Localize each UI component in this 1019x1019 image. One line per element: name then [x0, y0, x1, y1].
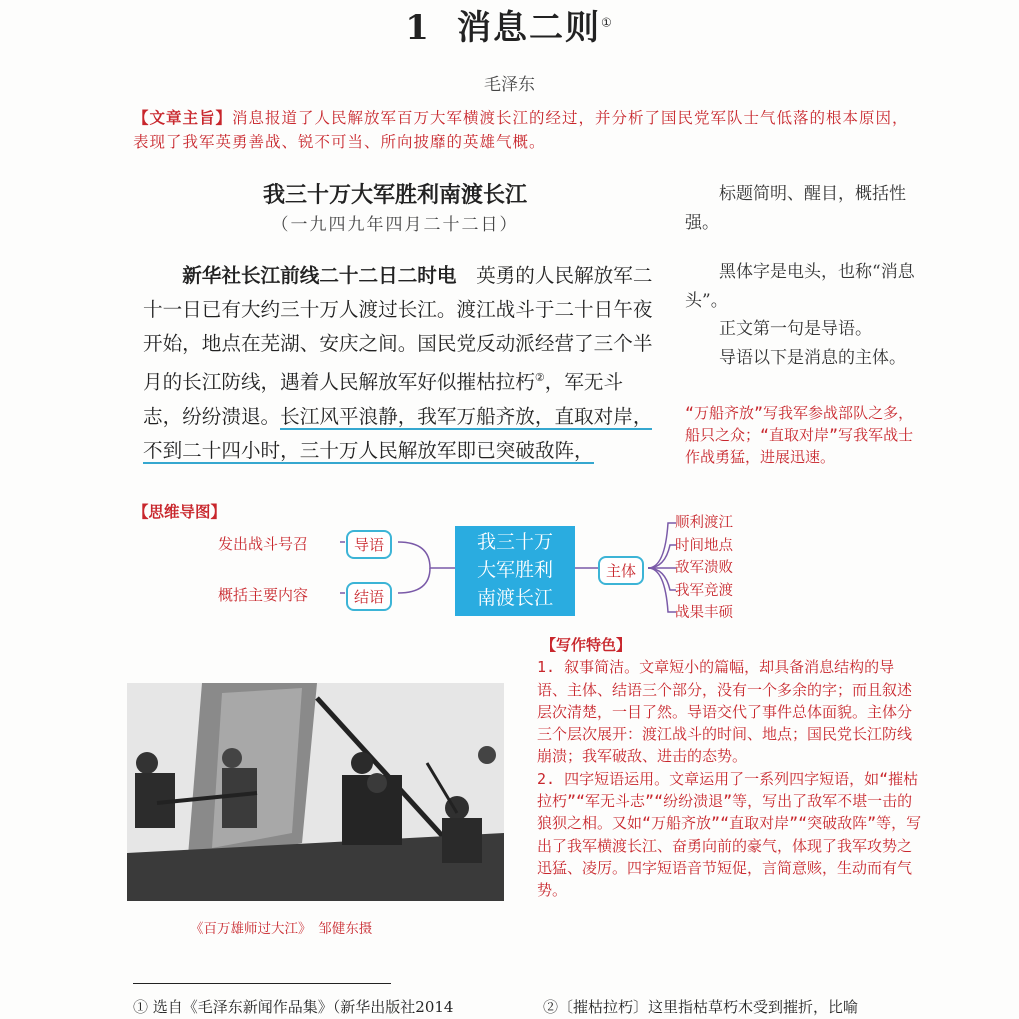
- news-body-a: 英勇的人民解放军二十一日已有大约三十万人渡过长江。渡江战斗于二十日午夜开始，地点在芜湖、安庆之间。国民党反动派经营了三个半月的长江防线，遇着人民解放军好似摧枯拉朽: [143, 264, 653, 394]
- side-note-body: 导语以下是消息的主体。: [719, 348, 906, 368]
- lesson-title: [0, 0, 1019, 49]
- news-headline: 我三十万大军胜利南渡长江: [262, 183, 527, 208]
- news-lead: 新华社长江前线二十二日二时电: [182, 264, 457, 287]
- mindmap-node-intro: 导语: [346, 530, 392, 559]
- mindmap-node-body: 主体: [598, 556, 644, 585]
- news-body: [143, 259, 655, 468]
- mindmap-node-ending: 结语: [346, 582, 392, 611]
- author: 毛泽东: [484, 75, 535, 95]
- lesson-number: 1: [405, 8, 431, 48]
- summary-text: 消息报道了人民解放军百万大军横渡长江的经过，并分析了国民党军队士气低落的根本原因，表现了我军英勇善战、锐不可当、所向披靡的英雄气概。: [133, 109, 909, 151]
- news-body-highlight: 长江风平浪静，我军万船齐放，直取对岸，不到二十四小时，三十万人民解放军即已突破敌阵，: [143, 404, 653, 462]
- summary-tag: 【文章主旨】: [133, 109, 233, 127]
- mindmap-desc-1: 发出战斗号召: [218, 535, 309, 553]
- mindmap-desc-2: 概括主要内容: [218, 586, 309, 604]
- features-tag: 【写作特色】: [541, 636, 632, 654]
- footnote-2: ②〔摧枯拉朽〕这里指枯草朽木受到摧折，比喻: [543, 998, 859, 1016]
- branch-item: 我军竞渡: [675, 582, 733, 599]
- news-body-b: ，军无斗志，纷纷溃退。: [143, 370, 624, 428]
- branch-item: 敌军溃败: [675, 560, 733, 576]
- title-footnote-mark: ①: [600, 15, 614, 30]
- writing-features: [537, 634, 922, 902]
- side-note-head: 黑体字是电头，也称“消息头”。: [685, 262, 915, 311]
- historical-photo: [127, 683, 504, 901]
- side-note-red: “万船齐放”写我军参战部队之多，船只之众；“直取对岸”写我军战士作战勇猛，进展迅速。: [685, 404, 914, 466]
- footnote-divider: [133, 983, 391, 984]
- mindmap-branches: [675, 512, 733, 625]
- article-summary: [133, 106, 923, 154]
- branch-item: 战果丰硕: [675, 605, 733, 621]
- feature-2: 2. 四字短语运用。文章运用了一系列四字短语，如“摧枯拉朽”“军无斗志”“纷纷溃退”等，写出了敌军不堪一击的狼狈之相。又如“万船齐放”“直取对岸”“突破敌阵”等，写出了我军横渡长江、奋勇向前的豪气，体现了我军攻势之迅猛、凌厉。四字短语音节短促，言简意赅，生动而有气势。: [537, 769, 922, 900]
- branch-item: 顺利渡江: [675, 515, 733, 531]
- news-date: （一九四九年四月二十二日）: [271, 215, 519, 235]
- photo-caption: 《百万雄师过大江》 邹健东摄: [190, 921, 373, 937]
- mindmap-tag: 【思维导图】: [133, 503, 227, 521]
- side-note-title: 标题简明、醒目，概括性强。: [685, 184, 906, 233]
- feature-1: 1. 叙事简洁。文章短小的篇幅，却具备消息结构的导语、主体、结语三个部分，没有一个多余的字；而且叙述层次清楚，一目了然。导语交代了事件总体面貌。主体分三个层次展开：渡江战斗的时间、地点；国民党长江防线崩溃；我军破敌、进击的态势。: [537, 658, 913, 766]
- mindmap-center: 我三十万 大军胜利 南渡长江: [455, 526, 575, 616]
- footnote-1: ① 选自《毛泽东新闻作品集》（新华出版社2014: [133, 998, 454, 1016]
- branch-item: 时间地点: [675, 537, 733, 554]
- footnote-mark-2: ②: [534, 371, 545, 384]
- lesson-title-text: 消息二则: [456, 8, 601, 48]
- side-note-lead: 正文第一句是导语。: [719, 319, 872, 339]
